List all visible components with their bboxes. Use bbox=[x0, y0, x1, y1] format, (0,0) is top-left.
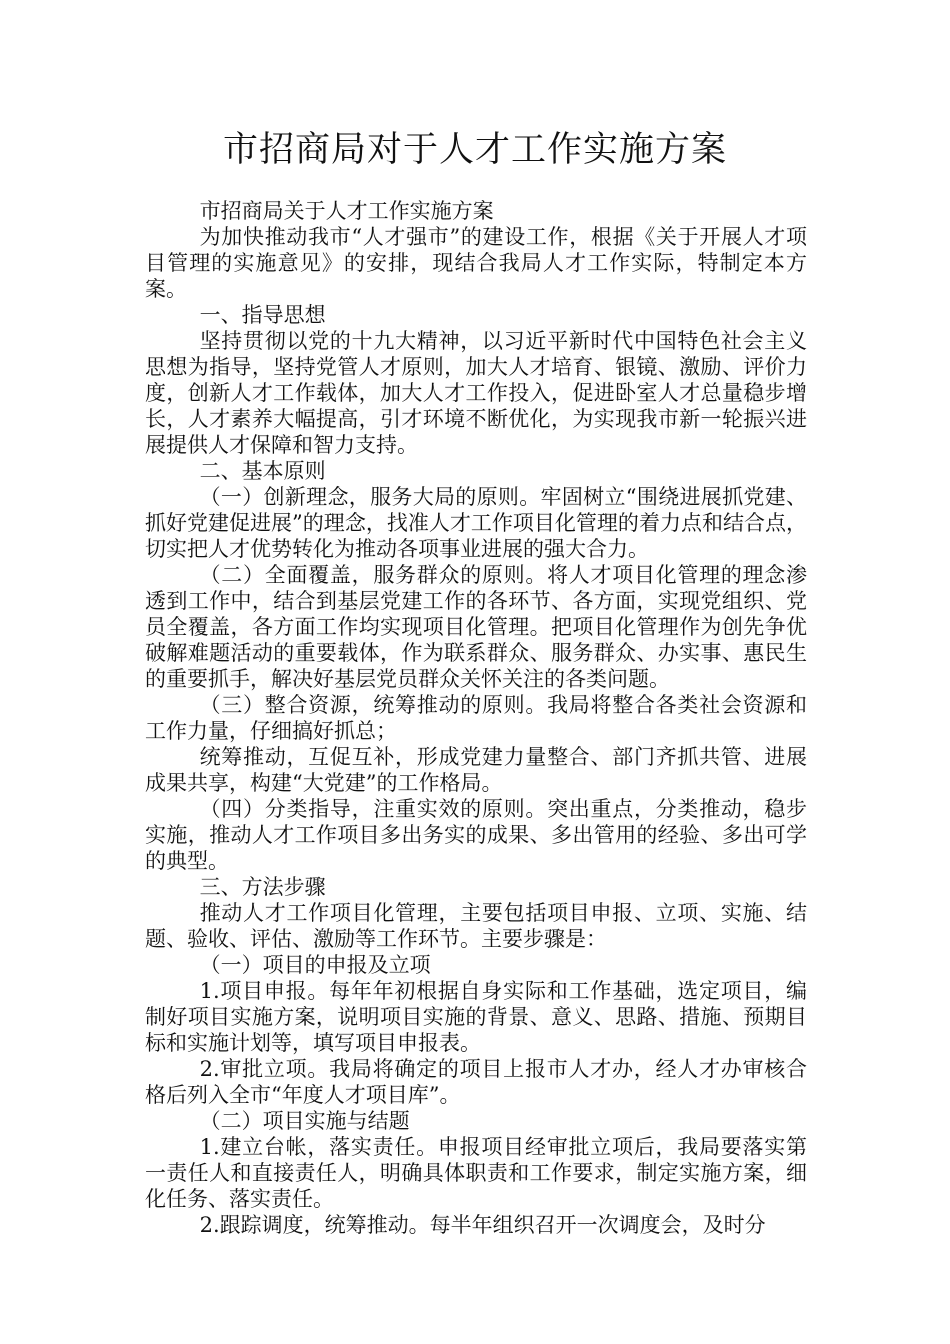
paragraph-subtitle: 市招商局关于人才工作实施方案 bbox=[199, 199, 494, 223]
paragraph-principle-1: （一）创新理念，服务大局的原则。牢固树立“围绕进展抓党建、抓好党建促进展”的理念，找准人才工作项目化管理的着力点和结合点，切实把人才优势转化为推动各项事业进展的强大合力。 bbox=[145, 485, 807, 561]
section-heading-guiding-ideology: 一、指导思想 bbox=[199, 303, 326, 327]
paragraph-step-ledger: 1.建立台帐，落实责任。申报项目经审批立项后，我局要落实第一责任人和直接责任人，明确具体职责和工作要求，制定实施方案，细化任务、落实责任。 bbox=[145, 1135, 807, 1211]
paragraph-principle-3: （三）整合资源，统筹推动的原则。我局将整合各类社会资源和工作力量，仔细搞好抓总； bbox=[145, 693, 807, 743]
paragraph-step-project-application: 1.项目申报。每年年初根据自身实际和工作基础，选定项目，编制好项目实施方案，说明项目实施的背景、意义、思路、措施、预期目标和实施计划等，填写项目申报表。 bbox=[145, 979, 807, 1055]
paragraph-guiding-ideology: 坚持贯彻以党的十九大精神，以习近平新时代中国特色社会主义思想为指导，坚持党管人才原则，加大人才培育、银镜、激励、评价力度，创新人才工作载体，加大人才工作投入，促进卧室人才总量稳步增长，人才素养大幅提高，引才环境不断优化，为实现我市新一轮振兴进展提供人才保障和智力支持。 bbox=[145, 329, 807, 457]
document-body bbox=[145, 198, 807, 1238]
paragraph-methods-overview: 推动人才工作项目化管理，主要包括项目申报、立项、实施、结题、验收、评估、激励等工作环节。主要步骤是： bbox=[145, 901, 807, 951]
paragraph-principle-3-continued: 统筹推动，互促互补，形成党建力量整合、部门齐抓共管、进展成果共享，构建“大党建”的工作格局。 bbox=[145, 745, 807, 795]
paragraph-step-approval: 2.审批立项。我局将确定的项目上报市人才办，经人才办审核合格后列入全市“年度人才项目库”。 bbox=[145, 1057, 807, 1107]
subsection-heading-implementation: （二）项目实施与结题 bbox=[199, 1109, 410, 1133]
paragraph-step-tracking: 2.跟踪调度，统筹推动。每半年组织召开一次调度会，及时分 bbox=[199, 1213, 766, 1237]
paragraph-intro: 为加快推动我市“人才强市”的建设工作，根据《关于开展人才项目管理的实施意见》的安排，现结合我局人才工作实际，特制定本方案。 bbox=[145, 225, 807, 301]
paragraph-principle-4: （四）分类指导，注重实效的原则。突出重点，分类推动，稳步实施，推动人才工作项目多出务实的成果、多出管用的经验、多出可学的典型。 bbox=[145, 797, 807, 873]
section-heading-basic-principles: 二、基本原则 bbox=[199, 459, 326, 483]
subsection-heading-application: （一）项目的申报及立项 bbox=[199, 953, 431, 977]
paragraph-principle-2: （二）全面覆盖，服务群众的原则。将人才项目化管理的理念渗透到工作中，结合到基层党建工作的各环节、各方面，实现党组织、党员全覆盖，各方面工作均实现项目化管理。把项目化管理作为创先争优破解难题活动的重要载体，作为联系群众、服务群众、办实事、惠民生的重要抓手，解决好基层党员群众关怀关注的各类问题。 bbox=[145, 563, 807, 691]
document-title: 市招商局对于人才工作实施方案 bbox=[222, 130, 727, 170]
section-heading-methods-steps: 三、方法步骤 bbox=[199, 875, 326, 899]
